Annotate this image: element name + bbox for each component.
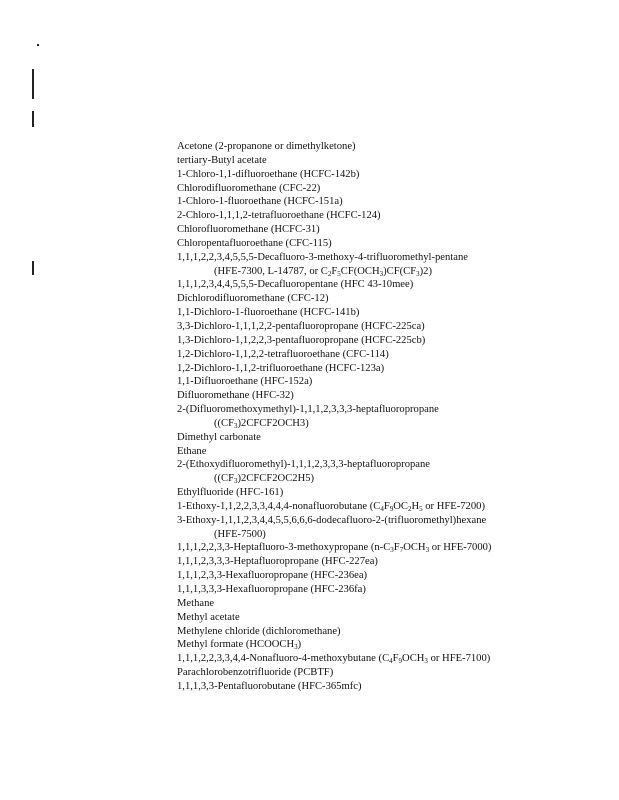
list-item: Chloropentafluoroethane (CFC-115) [177, 237, 332, 249]
list-item: 2-(Ethoxydifluoromethyl)-1,1,1,2,3,3,3-heptafluoropropane [177, 459, 431, 471]
list-item: Parachlorobenzotrifluoride (PCBTF) [177, 667, 334, 679]
list-item-continuation: (HFE-7300, L-14787, or $C_2F_5CF(OCH_3)CF(CF_3)2$) [214, 265, 432, 278]
list-item: 1,1,1,2,2,3,4,5,5,5-Decafluoro-3-methoxy-4-trifluoromethyl-pentane [177, 251, 468, 263]
list-item-continuation: (HFE-7500) [214, 528, 266, 540]
list-item: 1-Chloro-1-fluoroethane (HCFC-151a) [177, 196, 343, 208]
list-item: Methyl acetate [177, 611, 240, 623]
list-item: 3-Ethoxy-1,1,1,2,3,4,4,5,5,6,6,6-dodecafluoro-2-(trifluoromethyl)hexane [177, 514, 487, 526]
list-item-continuation: $((CF_3)2CFCF2OCH3)$ [214, 417, 309, 430]
revision-bar [32, 111, 34, 127]
list-item: Ethane [177, 445, 207, 457]
list-item: 1,1-Difluoroethane (HFC-152a) [177, 376, 313, 388]
list-item: 1,2-Dichloro-1,1,2,2-tetrafluoroethane (CFC-114) [177, 348, 389, 360]
list-item: 1-Chloro-1,1-difluoroethane (HCFC-142b) [177, 168, 360, 180]
list-item: 1-Ethoxy-1,1,2,2,3,3,4,4,4-nonafluorobutane ($C_4F_9OC_2H_5$ or HFE-7200) [177, 500, 485, 513]
list-item: 1,1,1,3,3-Pentafluorobutane (HFC-365mfc) [177, 680, 362, 692]
list-item: Acetone (2-propanone or dimethylketone) [177, 141, 356, 152]
list-item: 1,1,1,2,2,3,3-Heptafluoro-3-methoxypropane ($n-C_3F_7OCH_3$ or HFE-7000) [177, 542, 492, 555]
list-item: 1,1,1,2,3,3-Hexafluoropropane (HFC-236ea) [177, 570, 368, 582]
list-item: Ethylfluoride (HFC-161) [177, 487, 284, 499]
list-item: Methane [177, 597, 215, 609]
list-item: Dichlorodifluoromethane (CFC-12) [177, 293, 329, 305]
list-item: 1,1,1,2,2,3,3,4,4-Nonafluoro-4-methoxybutane ($C_4F_9OCH_3$ or HFE-7100) [177, 653, 491, 666]
list-item: tertiary-Butyl acetate [177, 154, 267, 166]
list-item: 2-Chloro-1,1,1,2-tetrafluoroethane (HCFC-124) [177, 210, 381, 222]
revision-bar [32, 69, 34, 99]
list-item: Methylene chloride (dichloromethane) [177, 625, 341, 637]
list-item: Methyl formate $(HCOOCH_3)$ [177, 639, 302, 652]
list-item: Difluoromethane (HFC-32) [177, 390, 294, 402]
list-item: Chlorofluoromethane (HCFC-31) [177, 224, 320, 236]
list-item: 1,2-Dichloro-1,1,2-trifluoroethane (HCFC-123a) [177, 362, 385, 374]
list-item: 1,1,1,2,3,3,3-Heptafluoropropane (HFC-227ea) [177, 556, 378, 568]
list-item-continuation: $((CF_3)2CFCF2OC2H5)$ [214, 473, 315, 486]
list-item: 3,3-Dichloro-1,1,1,2,2-pentafluoropropane (HCFC-225ca) [177, 320, 425, 332]
list-item: 1,1,1,2,3,4,4,5,5,5-Decafluoropentane (HFC 43-10mee) [177, 279, 414, 291]
list-item: Chlorodifluoromethane (CFC-22) [177, 182, 321, 194]
list-item: 1,3-Dichloro-1,1,2,2,3-pentafluoropropane (HCFC-225cb) [177, 334, 426, 346]
scan-speck [37, 44, 39, 46]
list-item: Dimethyl carbonate [177, 431, 261, 443]
list-item: 2-(Difluoromethoxymethyl)-1,1,1,2,3,3,3-heptafluoropropane [177, 404, 439, 416]
list-item: 1,1-Dichloro-1-fluoroethane (HCFC-141b) [177, 307, 360, 319]
revision-bar [32, 261, 34, 275]
list-item: 1,1,1,3,3,3-Hexafluoropropane (HFC-236fa) [177, 584, 366, 595]
chemical-list [177, 140, 607, 694]
